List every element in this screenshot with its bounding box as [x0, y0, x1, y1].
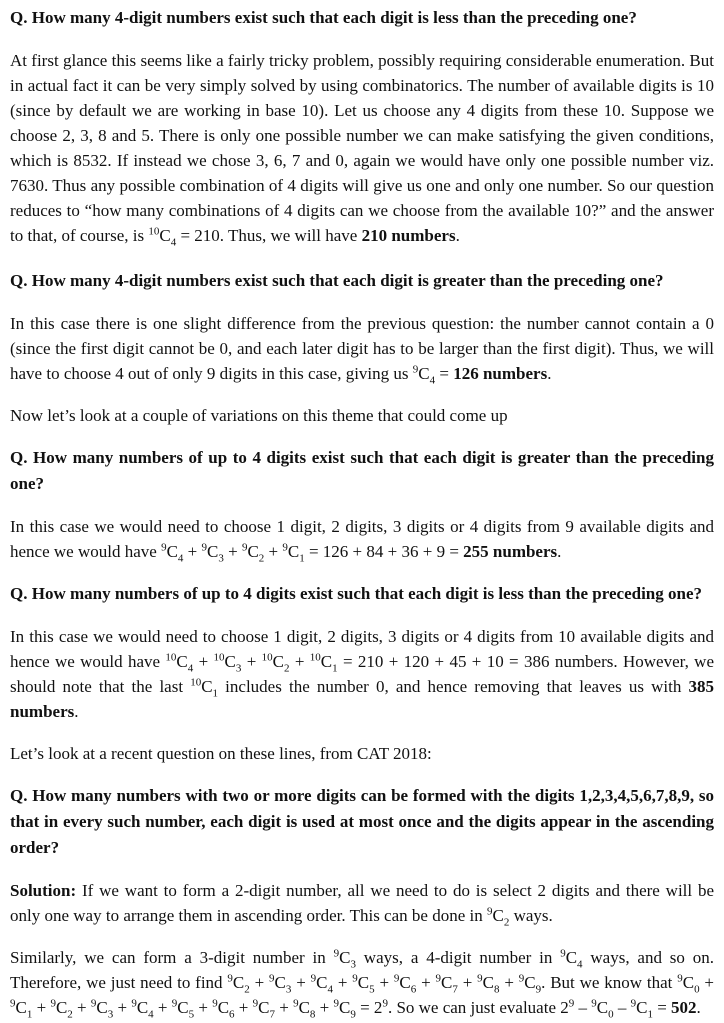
answer-1-formula-tail: = 210. Thus, we will have — [176, 226, 362, 245]
solution-2-text-e: . So we can just evaluate — [387, 998, 561, 1017]
cat-intro-text: Let’s look at a recent question on these lines, from CAT 2018: — [10, 744, 432, 763]
solution-paragraph-2: Similarly, we can form a 3-digit number in $^9C_3$ ways, a 4-digit number in $^9C_4$ ways, and so on. Therefore, we just need to find $^9C_2 + ^9C_3 + ^9C_4 + ^9C_5 + ^9C_6 + ^9C_7 + ^9C_8 + ^9C_9$. But we know that $^9C_0 + ^9C_1 + ^9C_2 + ^9C_3 + ^9C_4 + ^9C_5 + ^9C_6 + ^9C_7 + ^9C_8 + ^9C_9 = 2^9$. So we can just evaluate $2^9 - ^9C_0 - ^9C_1 = 502$. — [10, 947, 715, 1021]
answer-4-text: In this case we would need to choose 1 digit, 2 digits, 3 digits or 4 digits from 10 available digits and hence we would have — [10, 627, 714, 671]
answer-2-result: 126 numbers — [453, 364, 548, 383]
solution-text: If we want to form a 2-digit number, all we need to do is select 2 digits and there will be only one way to arrange them in ascending order. This can be done in — [10, 881, 714, 925]
answer-1-paragraph: At first glance this seems like a fairly tricky problem, possibly requiring considerable enumeration. But in actual fact it can be very simply solved by using combinatorics. The number of available digits is 10 (since by default we are working in base 10). Let us choose any 4 digits from these 10. Suppose we choose 2, 3, 8 and 5. There is only one possible number we can make satisfying the given conditions, which is 8532. If instead we chose 3, 6, 7 and 0, again we would have only one possible number viz. 7630. Thus any possible combination of 4 digits will give us one and only one number. So our question reduces to “how many combinations of 4 digits can we choose from the available 10?” and the answer to that, of course, is $^{10}C_4 = 210$. Thus, we will have 210 numbers. — [10, 51, 714, 249]
answer-4-formula-mid: = 210 + 120 + 45 + 10 = 386 numbers. However, we should note that the last — [10, 652, 715, 696]
answer-3-text: In this case we would need to choose 1 digit, 2 digits, 3 digits or 4 digits from 9 available digits and hence we would have — [10, 517, 714, 561]
question-4: Q. How many numbers of up to 4 digits exist such that each digit is less than the preceding one? — [10, 584, 703, 603]
solution-2-text-a: Similarly, we can form a 3-digit number in — [10, 948, 334, 967]
solution-2-text-d: . But we know that — [541, 973, 678, 992]
final-answer: 502 — [671, 998, 697, 1017]
solution-label: Solution: — [10, 881, 77, 900]
solution-tail: ways. — [509, 906, 553, 925]
answer-1-result: 210 numbers — [361, 226, 456, 245]
answer-4-paragraph: In this case we would need to choose 1 digit, 2 digits, 3 digits or 4 digits from 10 available digits and hence we would have $^{10}C_4 + ^{10}C_3 + ^{10}C_2 + ^{10}C_1 = 210 + 120 + 45 + 10 = 386$ numbers. However, we should note that the last $^{10}C_1$ includes the number 0, and hence removing that leaves us with 385 numbers. — [10, 627, 715, 721]
question-2: Q. How many 4-digit numbers exist such that each digit is greater than the preceding one? — [10, 271, 664, 290]
answer-2-paragraph: In this case there is one slight difference from the previous question: the number cannot contain a 0 (since the first digit cannot be 0, and each later digit has to be larger than the first digit). Thus, we will have to choose 4 out of only 9 digits in this case, giving us $^9C_4 = 126$ numbers. — [10, 314, 714, 387]
question-5: Q. How many numbers with two or more digits can be formed with the digits 1,2,3,4,5,6,7,8,9, so that in every such number, each digit is used at most once and the digits appear in the ascending order? — [10, 786, 714, 857]
answer-4-text-tail: includes the number 0, and hence removing that leaves us with — [218, 677, 689, 696]
answer-1-text: At first glance this seems like a fairly tricky problem, possibly requiring considerable enumeration. But in actual fact it can be very simply solved by using combinatorics. The number of available digits is 10 (since by default we are working in base 10). Let us choose any 4 digits from these 10. Suppose we choose 2, 3, 8 and 5. There is only one possible number we can make satisfying the given conditions, which is 8532. If instead we chose 3, 6, 7 and 0, again we would have only one possible number viz. 7630. Thus any possible combination of 4 digits will give us one and only one number. So our question reduces to “how many combinations of 4 digits can we choose from the available 10?” and the answer to that, of course, is — [10, 51, 714, 245]
solution-2-text-b: ways, a 4-digit number in — [355, 948, 561, 967]
solution-paragraph-1: Solution: If we want to form a 2-digit number, all we need to do is select 2 digits and there will be only one way to arrange them in ascending order. This can be done in $^9C_2$ ways. — [10, 881, 714, 929]
answer-3-result: 255 numbers — [463, 542, 558, 561]
transition-text: Now let’s look at a couple of variations on this theme that could come up — [10, 406, 508, 425]
question-1: Q. How many 4-digit numbers exist such that each digit is less than the preceding one? — [10, 8, 637, 27]
answer-4-result: 385 numbers — [10, 677, 714, 721]
answer-2-text: In this case there is one slight difference from the previous question: the number cannot contain a 0 (since the first digit cannot be 0, and each later digit has to be larger than the first digit). Thus, we will have to choose 4 out of only 9 digits in this case, giving us — [10, 314, 714, 383]
answer-2-formula-tail: = — [435, 364, 454, 383]
answer-3-paragraph: In this case we would need to choose 1 digit, 2 digits, 3 digits or 4 digits from 9 available digits and hence we would have $^9C_4 + ^9C_3 + ^9C_2 + ^9C_1 = 126 + 84 + 36 + 9 = 255$ numbers. — [10, 517, 714, 565]
solution-2-text-c: ways, and so on. Therefore, we just need to find — [10, 948, 714, 992]
question-3: Q. How many numbers of up to 4 digits exist such that each digit is greater than the preceding one? — [10, 448, 714, 493]
answer-3-formula-tail: = 126 + 84 + 36 + 9 = — [304, 542, 464, 561]
